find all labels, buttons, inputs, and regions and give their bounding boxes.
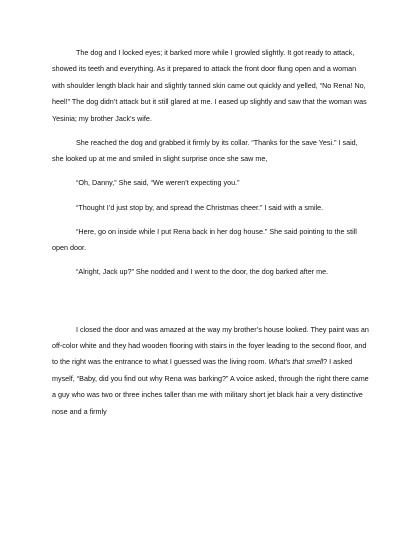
paragraph-1: The dog and I locked eyes; it barked more while I growled slightly. It got ready to attack, showed its teeth and everything. As it prepared to attack the front door flung open and a woman with shoulder length black hair and slightly tanned skin came out quickly and yelled, “No Rena! No, heel!” The dog didn’t attack but it still glared at me. I eased up slightly and saw that the woman was Yesinia; my brother Jack’s wife. <box>52 48 367 123</box>
section-gap <box>52 289 370 322</box>
paragraph-2: She reached the dog and grabbed it firmly by its collar. “Thanks for the save Yesi.” I said, she looked up at me and smiled in slight surprise once she saw me, <box>52 137 358 164</box>
paragraph-7-text-end: ? I asked myself, “Baby, did you find out why Rena was barking?” A voice asked, through the right there came a guy who was two or three inches taller than me with military short jet black hair a very distinctive nose and a firmly <box>52 357 369 416</box>
paragraph-5: “Here, go on inside while I put Rena back in her dog house.” She said pointing to the still open door. <box>52 226 357 253</box>
document-page <box>52 45 370 428</box>
paragraph-7 <box>52 322 370 420</box>
paragraph-7-italic-thought: What’s that smell <box>268 357 324 367</box>
paragraph-3: “Oh, Danny,” She said, “We weren’t expecting you.” <box>76 178 240 188</box>
paragraph-4: “Thought I’d just stop by, and spread the Christmas cheer.” I said with a smile. <box>76 202 324 212</box>
paragraph-7-text-start: I closed the door and was amazed at the way my brother’s house looked. They paint was an off-color white and they had wooden flooring with stairs in the foyer leading to the second floor, and to the right was the entrance to what I guessed was the living room. <box>52 324 369 367</box>
paragraph-6: “Alright, Jack up?” She nodded and I went to the door, the dog barked after me. <box>76 267 329 277</box>
